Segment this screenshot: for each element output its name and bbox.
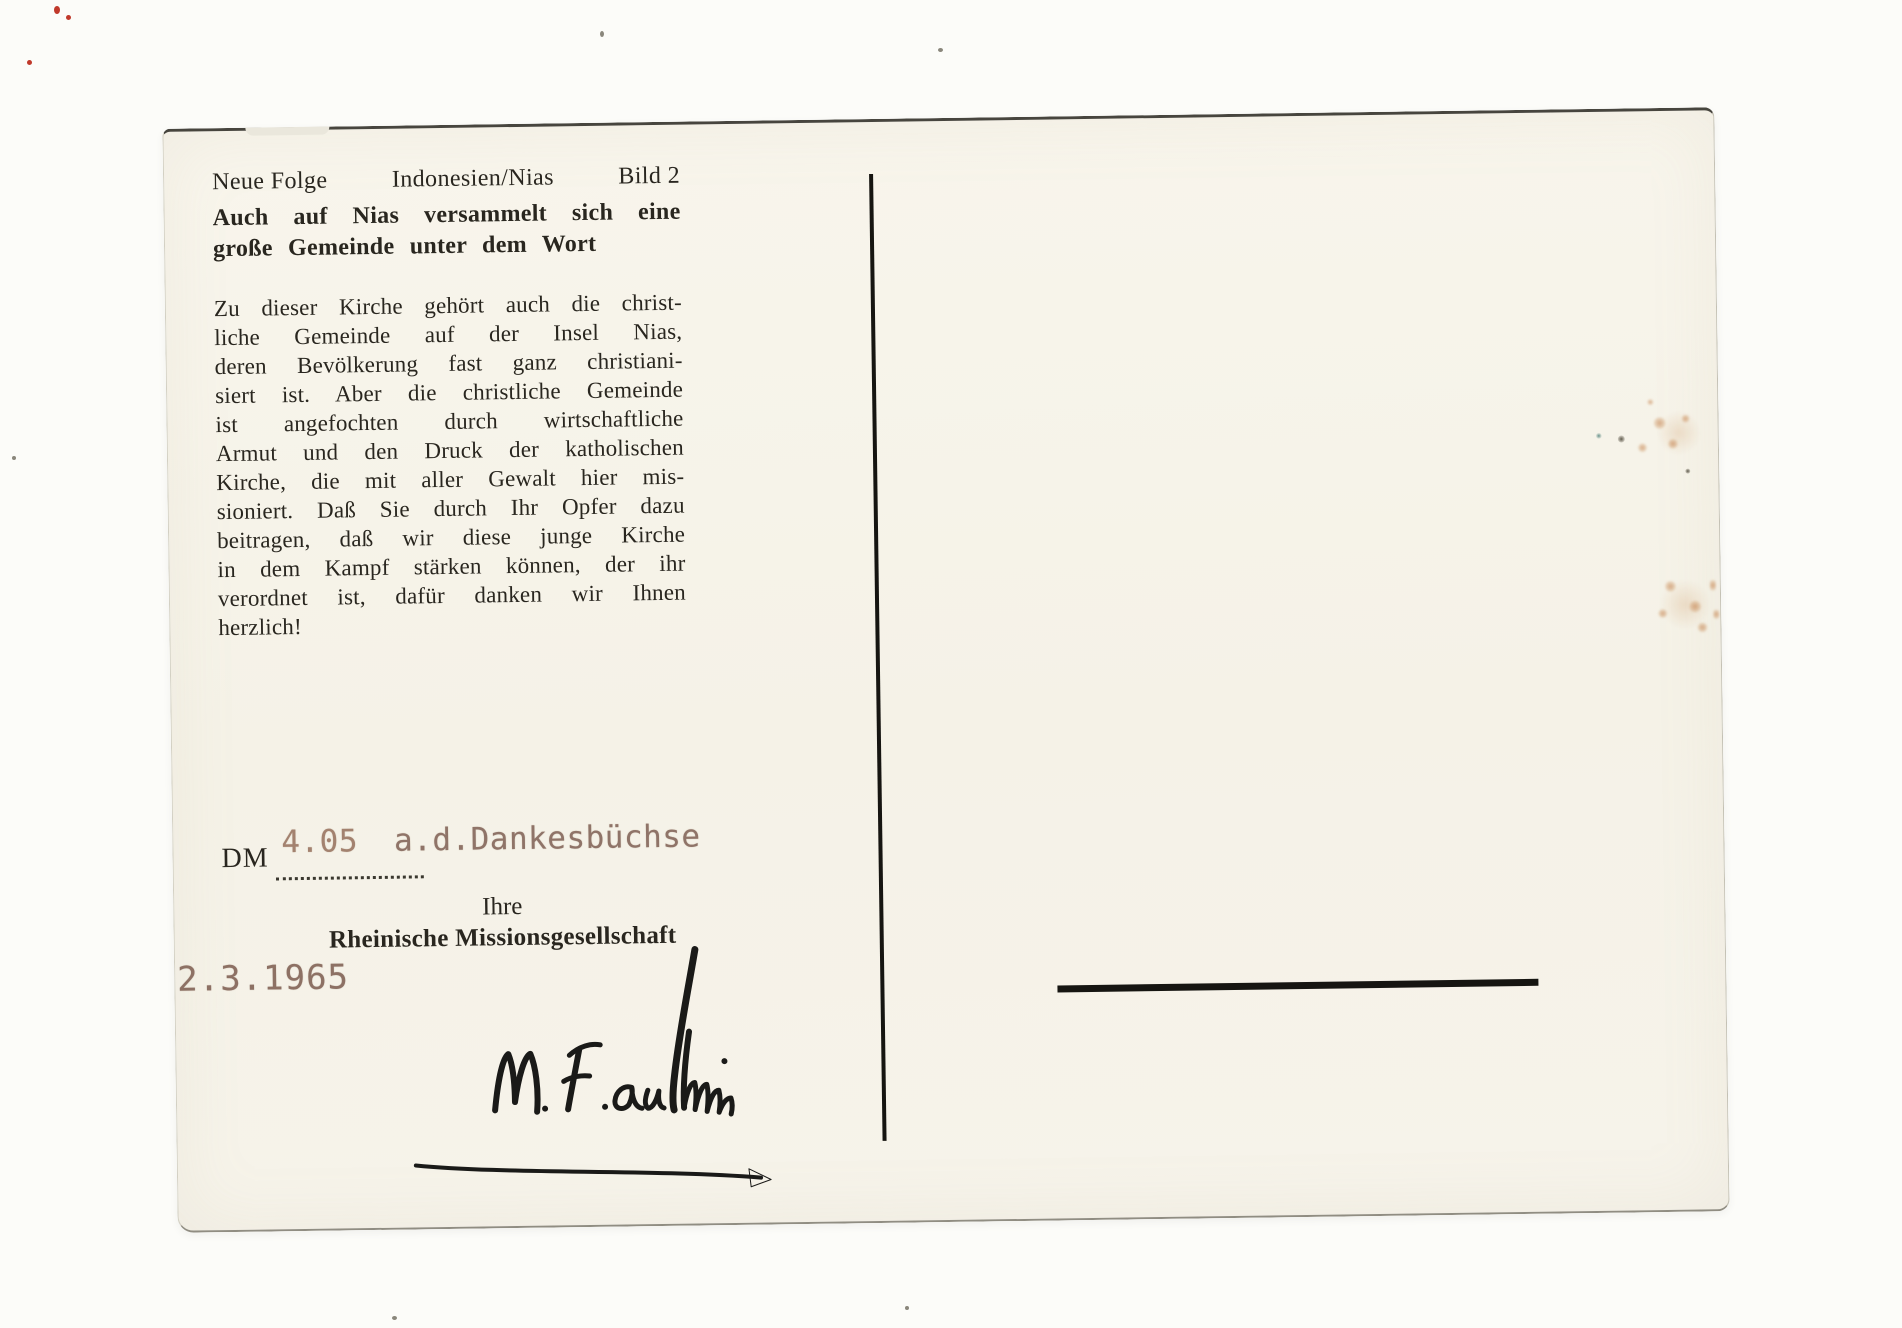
foxing-stain bbox=[1710, 578, 1716, 592]
caption-title bbox=[212, 197, 681, 266]
scan-speck bbox=[905, 1306, 909, 1310]
scan-speck bbox=[938, 48, 943, 52]
signature-stroke bbox=[645, 1090, 664, 1108]
scan-speck bbox=[27, 60, 32, 65]
signature-stroke bbox=[564, 1076, 590, 1082]
header-series: Neue Folge bbox=[211, 167, 328, 196]
body-line: Zu dieser Kirche gehört auch die christ- bbox=[213, 289, 683, 322]
signature-underline bbox=[416, 1161, 761, 1183]
signature-stroke bbox=[494, 1054, 537, 1113]
scan-speck bbox=[12, 456, 16, 460]
foxing-stain bbox=[1668, 439, 1678, 449]
foxing-stain bbox=[1682, 415, 1690, 423]
body-line: beitragen, daß wir diese junge Kirche bbox=[216, 521, 686, 554]
address-separator-line bbox=[1057, 979, 1538, 993]
signature-stroke bbox=[569, 1044, 600, 1055]
signature-dot bbox=[721, 1058, 727, 1064]
scan-speck bbox=[600, 31, 604, 37]
body-line: sioniert. Daß Sie durch Ihr Opfer dazu bbox=[216, 492, 685, 525]
postcard-top-edge-notch bbox=[245, 127, 329, 136]
body-line: herzlich! bbox=[218, 613, 303, 641]
body-paragraph bbox=[214, 288, 687, 643]
date-stamp: 2.3.1965 bbox=[176, 957, 350, 1000]
body-line: deren Bevölkerung fast ganz christiani- bbox=[214, 347, 683, 380]
closing-salutation: Ihre bbox=[481, 892, 523, 921]
postcard bbox=[162, 107, 1729, 1233]
foxing-stain bbox=[1665, 581, 1676, 592]
body-line: in dem Kampf stärken können, der ihr bbox=[217, 550, 686, 583]
caption-title-line: Auch auf Nias versammelt sich eine bbox=[212, 198, 681, 232]
signature-stroke bbox=[615, 1087, 642, 1109]
signature-dot bbox=[602, 1104, 608, 1110]
foxing-stain bbox=[1647, 399, 1653, 405]
scan-speck bbox=[66, 15, 71, 20]
vertical-divider-line bbox=[869, 174, 887, 1141]
header-region: Indonesien/Nias bbox=[391, 164, 555, 193]
body-line: verordnet ist, dafür danken wir Ihnen bbox=[217, 579, 687, 612]
body-line: siert ist. Aber die christliche Gemeinde bbox=[214, 376, 684, 409]
body-line: Kirche, die mit aller Gewalt hier mis- bbox=[216, 463, 685, 496]
body-line: ist angefochten durch wirtschaftliche bbox=[215, 405, 684, 438]
scan-speck bbox=[54, 6, 60, 14]
stamp-amount: 4.05 bbox=[281, 823, 359, 861]
ink-speck bbox=[1685, 469, 1690, 474]
signature-ink bbox=[390, 938, 794, 1204]
ink-speck bbox=[1618, 435, 1625, 442]
foxing-stain bbox=[1697, 622, 1707, 632]
scan-speck bbox=[392, 1316, 397, 1320]
signature-dot bbox=[542, 1106, 548, 1112]
dm-label: DM bbox=[221, 842, 269, 875]
header-row bbox=[212, 163, 680, 197]
typewritten-stamp bbox=[281, 818, 701, 860]
ink-speck bbox=[1596, 433, 1602, 439]
foxing-stain bbox=[1713, 608, 1719, 620]
foxing-stain bbox=[1658, 609, 1667, 618]
caption-title-line: große Gemeinde unter dem Wort bbox=[212, 230, 597, 263]
header-image-number: Bild 2 bbox=[618, 162, 681, 190]
foxing-stain bbox=[1654, 417, 1666, 429]
foxing-stain bbox=[1638, 443, 1647, 452]
body-line: Armut und den Druck der katholischen bbox=[215, 434, 685, 467]
signature-stroke bbox=[684, 1082, 733, 1115]
stamp-note: a.d.Dankesbüchse bbox=[393, 818, 701, 859]
body-line: liche Gemeinde auf der Insel Nias, bbox=[214, 318, 683, 351]
foxing-stain bbox=[1689, 600, 1701, 612]
closing-organization: Rheinische Missionsgesellschaft bbox=[328, 921, 677, 954]
